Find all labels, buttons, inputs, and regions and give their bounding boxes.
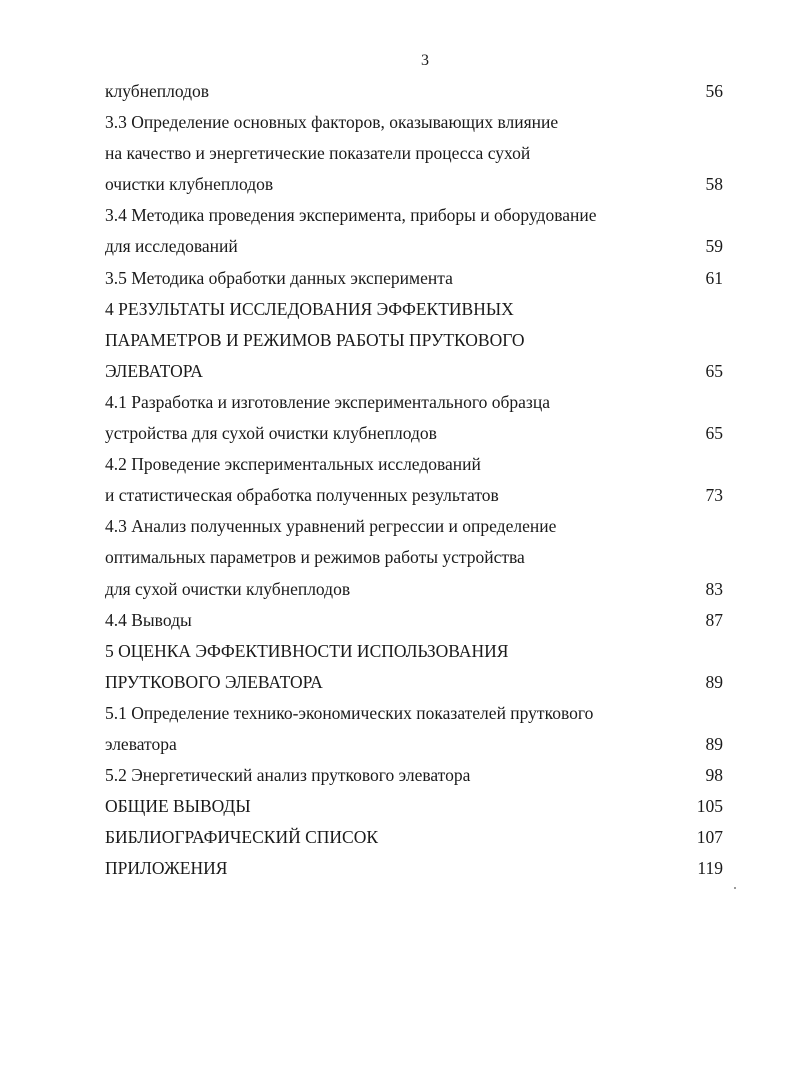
toc-line <box>105 107 723 138</box>
toc-entry-text: 5 ОЦЕНКА ЭФФЕКТИВНОСТИ ИСПОЛЬЗОВАНИЯ <box>105 640 509 661</box>
toc-page-number: 56 <box>705 81 723 101</box>
toc-line <box>105 294 723 325</box>
toc-page-number: 89 <box>705 733 723 754</box>
toc-line <box>105 263 723 294</box>
toc-entry <box>105 387 723 449</box>
toc-entry <box>105 449 723 511</box>
toc-page-number: 61 <box>705 267 723 288</box>
toc-page-number: 87 <box>705 609 723 630</box>
toc-page-number: 65 <box>705 423 723 444</box>
toc-entry <box>105 698 723 760</box>
toc-line <box>105 760 723 791</box>
toc-line <box>105 76 723 107</box>
toc-entry <box>105 76 723 107</box>
toc-line <box>105 605 723 636</box>
toc-entry <box>105 294 723 387</box>
toc-page-number: 73 <box>705 485 723 506</box>
scan-artifact <box>734 887 736 889</box>
toc-entry-text: ПРУТКОВОГО ЭЛЕВАТОРА <box>105 671 323 692</box>
toc-line <box>105 200 723 231</box>
toc-line <box>105 698 723 729</box>
toc-page-number: 83 <box>705 578 723 599</box>
toc-line <box>105 449 723 480</box>
toc-entry-text: на качество и энергетические показатели процесса сухой <box>105 143 531 164</box>
toc-entry <box>105 853 723 884</box>
toc-entry <box>105 791 723 822</box>
toc-line <box>105 667 723 698</box>
toc-entry-text: ЭЛЕВАТОРА <box>105 360 203 381</box>
toc-line <box>105 231 723 262</box>
toc-line <box>105 729 723 760</box>
toc-line <box>105 480 723 511</box>
toc-entry <box>105 760 723 791</box>
toc-line <box>105 822 723 853</box>
toc-entry-text: оптимальных параметров и режимов работы устройства <box>105 547 525 568</box>
toc-entry <box>105 263 723 294</box>
toc-entry <box>105 200 723 262</box>
toc-line <box>105 169 723 200</box>
toc-page-number: 58 <box>705 174 723 195</box>
toc-entry-text: для сухой очистки клубнеплодов <box>105 578 351 599</box>
toc-entry-text: 3.4 Методика проведения эксперимента, приборы и оборудование <box>105 205 597 226</box>
toc-entry-text: устройства для сухой очистки клубнеплодов <box>105 423 437 444</box>
toc-entry-text: 5.2 Энергетический анализ пруткового элеватора <box>105 765 471 786</box>
toc-entry-text: и статистическая обработка полученных результатов <box>105 485 499 506</box>
toc-entry <box>105 107 723 200</box>
toc-line <box>105 356 723 387</box>
toc-entry-text: 4.4 Выводы <box>105 609 192 630</box>
toc-entry <box>105 636 723 698</box>
toc-entry-text: БИБЛИОГРАФИЧЕСКИЙ СПИСОК <box>105 827 379 848</box>
table-of-contents <box>105 76 723 884</box>
toc-entry <box>105 511 723 604</box>
toc-page-number: 59 <box>705 236 723 257</box>
toc-line <box>105 636 723 667</box>
toc-line <box>105 138 723 169</box>
toc-entry <box>105 822 723 853</box>
toc-page-number: 105 <box>696 796 723 817</box>
toc-entry-text: 4.1 Разработка и изготовление экспериментального образца <box>105 391 550 412</box>
toc-page-number: 98 <box>705 765 723 786</box>
toc-line <box>105 574 723 605</box>
toc-entry <box>105 605 723 636</box>
toc-line <box>105 542 723 573</box>
toc-entry-text: 5.1 Определение технико-экономических показателей пруткового <box>105 702 594 723</box>
toc-entry-text: 3.3 Определение основных факторов, оказывающих влияние <box>105 112 559 133</box>
toc-entry-text: очистки клубнеплодов <box>105 174 274 195</box>
toc-line <box>105 853 723 884</box>
toc-page-number: 119 <box>697 858 723 879</box>
toc-entry-text: 4.2 Проведение экспериментальных исследований <box>105 454 481 475</box>
toc-entry-text: 3.5 Методика обработки данных эксперимента <box>105 267 453 288</box>
toc-entry-text: элеватора <box>105 733 177 754</box>
toc-line <box>105 418 723 449</box>
toc-line <box>105 511 723 542</box>
toc-page-number: 65 <box>705 360 723 381</box>
toc-line <box>105 387 723 418</box>
toc-line <box>105 325 723 356</box>
toc-entry-text: 4 РЕЗУЛЬТАТЫ ИССЛЕДОВАНИЯ ЭФФЕКТИВНЫХ <box>105 298 514 319</box>
page-number: 3 <box>421 52 429 69</box>
toc-entry-text: 4.3 Анализ полученных уравнений регрессии и определение <box>105 516 557 537</box>
toc-entry-text: ПАРАМЕТРОВ И РЕЖИМОВ РАБОТЫ ПРУТКОВОГО <box>105 329 525 350</box>
toc-page-number: 107 <box>696 827 723 848</box>
toc-entry-text: для исследований <box>105 236 238 257</box>
toc-entry-text: ОБЩИЕ ВЫВОДЫ <box>105 796 251 817</box>
toc-line <box>105 791 723 822</box>
toc-entry-text: клубнеплодов <box>105 81 210 101</box>
toc-page-number: 89 <box>705 671 723 692</box>
toc-entry-text: ПРИЛОЖЕНИЯ <box>105 858 228 879</box>
